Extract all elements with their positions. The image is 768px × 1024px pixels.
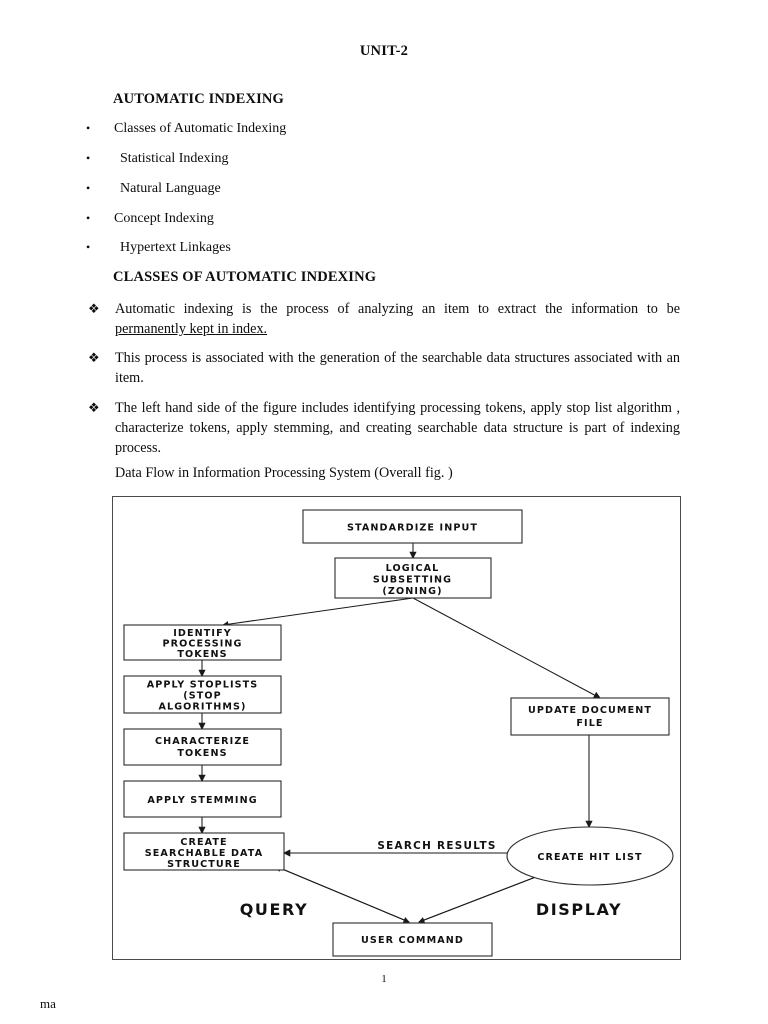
node-label: USER COMMAND — [361, 935, 464, 946]
topic-label: Concept Indexing — [114, 211, 214, 226]
bullet-marker: • — [86, 151, 91, 165]
node-label-line3: ALGORITHMS) — [158, 701, 247, 713]
node-label-line1: APPLY STOPLISTS — [146, 679, 259, 691]
section-heading-automatic-indexing: AUTOMATIC INDEXING — [113, 91, 284, 107]
edge-label-query: QUERY — [239, 900, 309, 919]
node-label-line2: FILE — [576, 718, 604, 729]
diamond-bullet-icon: ❖ — [88, 350, 100, 365]
node-label: CREATE HIT LIST — [537, 852, 643, 863]
figure-caption: Data Flow in Information Processing System (Overall fig. ) — [115, 465, 453, 481]
page-title: UNIT-2 — [359, 43, 409, 59]
node-label-line2: SEARCHABLE DATA — [144, 848, 264, 859]
node-create-hit-list — [507, 827, 673, 885]
point-list-item — [88, 398, 680, 458]
topic-label: Statistical Indexing — [120, 151, 229, 166]
node-label-line3: TOKENS — [177, 649, 228, 660]
node-identify-processing-tokens — [124, 625, 281, 660]
node-label-line1: IDENTIFY — [173, 628, 232, 639]
page-number: 1 — [381, 973, 387, 985]
node-label-line2: TOKENS — [177, 748, 228, 759]
topic-list-item — [86, 211, 686, 228]
node-label-line1: UPDATE DOCUMENT — [527, 705, 653, 716]
node-label: STANDARDIZE INPUT — [347, 522, 478, 534]
topic-list-item — [86, 181, 686, 198]
node-update-document-file — [511, 698, 669, 735]
topic-list-item — [86, 240, 686, 257]
node-standardize-input — [303, 510, 522, 543]
node-label-line2: SUBSETTING — [372, 574, 453, 586]
edge-label-display: DISPLAY — [535, 900, 623, 919]
node-label-line3: (ZONING) — [382, 586, 443, 597]
node-label-line3: STRUCTURE — [167, 859, 241, 870]
bullet-marker: • — [86, 240, 91, 254]
node-apply-stemming — [124, 781, 281, 817]
node-user-command — [333, 923, 492, 956]
node-create-searchable-data-structure — [124, 833, 284, 870]
bullet-marker: • — [86, 211, 91, 225]
point-list-item — [88, 348, 680, 388]
node-characterize-tokens — [124, 729, 281, 765]
node-label-line2: (STOP — [183, 690, 222, 702]
point-text-underlined: permanently kept in index. — [115, 321, 268, 338]
topic-label: Classes of Automatic Indexing — [114, 121, 287, 136]
point-text: The left hand side of the figure includes identifying processing tokens, apply stop list algorithm , characterize tokens, apply stemming, and creating searchable data structure is part of indexing process. — [115, 400, 680, 457]
node-logical-subsetting — [335, 558, 491, 598]
topic-list-item — [86, 121, 686, 138]
edge-label-search-results: SEARCH RESULTS — [377, 840, 497, 852]
topic-list-item — [86, 151, 686, 168]
footer-note: ma — [40, 996, 56, 1011]
node-label-line1: LOGICAL — [385, 563, 440, 574]
point-text: This process is associated with the generation of the searchable data structures associated with an item. — [115, 350, 680, 387]
point-list-item — [88, 299, 680, 339]
topic-label: Hypertext Linkages — [120, 240, 231, 255]
diamond-bullet-icon: ❖ — [88, 400, 100, 415]
topic-label: Natural Language — [120, 181, 221, 196]
bullet-marker: • — [86, 121, 91, 135]
node-apply-stoplists — [124, 676, 281, 713]
bullet-marker: • — [86, 181, 91, 195]
node-label-line1: CHARACTERIZE — [154, 736, 251, 747]
point-text — [115, 299, 680, 339]
node-label: APPLY STEMMING — [147, 795, 258, 806]
subsection-heading-classes: CLASSES OF AUTOMATIC INDEXING — [113, 269, 377, 285]
data-flow-diagram — [112, 496, 681, 960]
diamond-bullet-icon: ❖ — [88, 301, 100, 316]
node-label-line1: CREATE — [180, 837, 228, 848]
point-text-lead: Automatic indexing is the process of analyzing an item to extract the information to be — [115, 301, 680, 317]
node-label-line2: PROCESSING — [162, 638, 243, 650]
